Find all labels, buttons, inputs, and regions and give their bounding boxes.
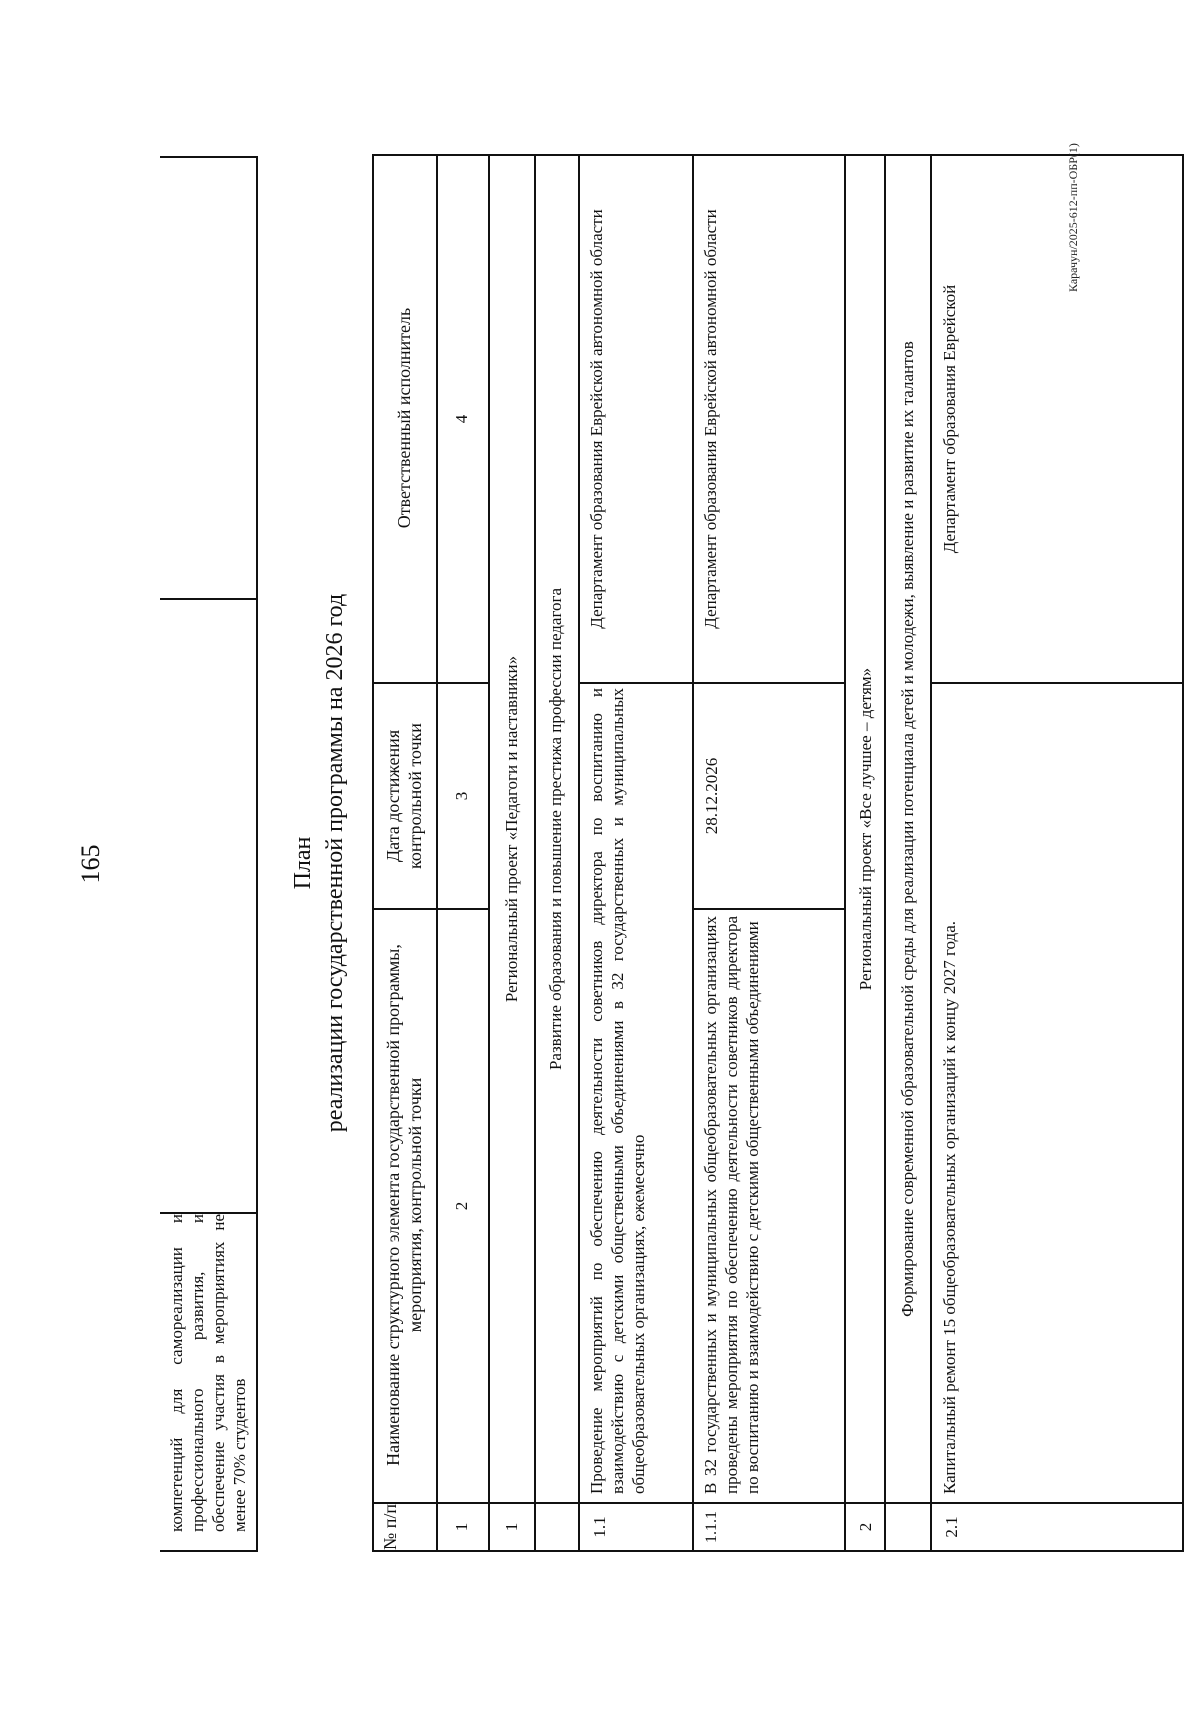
- section-title: Региональный проект «Все лучшее – детям»: [856, 667, 875, 991]
- colnum-4: 4: [452, 414, 471, 424]
- header-num: № п/п: [380, 1504, 400, 1550]
- header-date: Дата достижения контрольной точки: [383, 723, 425, 869]
- plan-subtitle: реализации государственной программы на 2026 год: [322, 593, 348, 1133]
- plan-title: План: [290, 836, 316, 890]
- row-name: Проведение мероприятий по обеспечению деятельности советников директора по воспитанию и взаимодействию с детскими общественными объединениями в 32 государственных и муниципальных общеобразовательных организациях, ежемесячно: [587, 688, 648, 1494]
- page-number: 165: [76, 844, 105, 884]
- colnum-1: 1: [452, 1522, 471, 1532]
- row-num: 1.1.1: [703, 1511, 720, 1543]
- row-date: 28.12.2026: [702, 757, 721, 835]
- colnum-2: 2: [452, 1201, 471, 1211]
- row-num: 1.1: [590, 1516, 609, 1538]
- row-exec: Департамент образования Еврейской: [940, 284, 959, 554]
- section-title: Региональный проект «Педагоги и наставники»: [502, 655, 521, 1003]
- footer-code: Карачун/2025-612-пп-ОБР(1): [1066, 143, 1080, 292]
- row-name: В 32 государственных и муниципальных общеобразовательных организациях проведены мероприятия по обеспечению деятельности советников директора по воспитанию и взаимодействию с детскими общественными объединениями: [701, 916, 762, 1494]
- row-num: 2.1: [942, 1516, 961, 1538]
- row-exec: Департамент образования Еврейской автономной области: [587, 209, 606, 629]
- row-num: 2: [856, 1522, 875, 1532]
- colnum-3: 3: [452, 791, 471, 801]
- subsection-title: Формирование современной образовательной среды для реализации потенциала детей и молодежи, выявление и развитие их талантов: [898, 341, 917, 1317]
- subsection-title: Развитие образования и повышение престижа профессии педагога: [546, 587, 565, 1071]
- row-exec: Департамент образования Еврейской автономной области: [701, 209, 720, 629]
- header-exec: Ответственный исполнитель: [394, 307, 414, 529]
- prev-table-cell-text: компетенций для самореализации и профессионального развития, и обеспечение участия в мероприятиях не менее 70% студентов: [167, 1214, 249, 1532]
- row-num: 1: [502, 1522, 521, 1532]
- header-name: Наименование структурного элемента государственной программы, мероприятия, контрольной точки: [383, 944, 425, 1466]
- row-name: Капитальный ремонт 15 общеобразовательных организаций к концу 2027 года.: [940, 920, 959, 1494]
